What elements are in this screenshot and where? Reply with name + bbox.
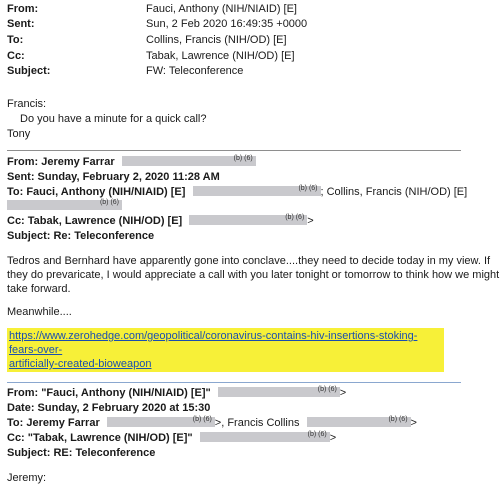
divider bbox=[7, 150, 461, 151]
message2-paragraph-line3: take forward. bbox=[7, 283, 71, 295]
message2-from bbox=[7, 156, 256, 168]
header-cc-label: Cc: bbox=[7, 50, 25, 62]
redaction-box: (b) (6) bbox=[193, 186, 321, 196]
message2-to-text: To: Fauci, Anthony (NIH/NIAID) [E] bbox=[7, 186, 186, 198]
message2-meanwhile: Meanwhile.... bbox=[7, 306, 72, 318]
message3-cc: Cc: "Tabak, Lawrence (NIH/OD) [E]" (b) (6) > bbox=[7, 431, 337, 444]
message2-subject: Subject: Re: Teleconference bbox=[7, 230, 155, 242]
message2-to-cont bbox=[7, 200, 122, 212]
message3-subject: Subject: RE: Teleconference bbox=[7, 447, 156, 459]
message3-from: From: "Fauci, Anthony (NIH/NIAID) [E]" (b) (6) > bbox=[7, 386, 347, 399]
header-sent-value: Sun, 2 Feb 2020 16:49:35 +0000 bbox=[146, 18, 308, 30]
message3-cc-text: Cc: "Tabak, Lawrence (NIH/OD) [E]" bbox=[7, 432, 193, 444]
divider bbox=[7, 382, 461, 383]
message2-to bbox=[7, 186, 467, 198]
redaction-box: (b) (6) bbox=[218, 387, 340, 397]
header-from-value: Fauci, Anthony (NIH/NIAID) [E] bbox=[146, 3, 297, 15]
header-from-label: From: bbox=[7, 3, 39, 15]
message2-from-text: From: Jeremy Farrar bbox=[7, 156, 115, 168]
message2-sent: Sent: Sunday, February 2, 2020 11:28 AM bbox=[7, 171, 220, 183]
article-link-line2[interactable]: artificially-created-bioweapon bbox=[9, 358, 152, 370]
message3-greeting: Jeremy: bbox=[7, 472, 47, 484]
header-to-value: Collins, Francis (NIH/OD) [E] bbox=[146, 34, 287, 46]
redaction-box: (b) (6) bbox=[200, 432, 330, 442]
message2-paragraph-line1: Tedros and Bernhard have apparently gone into conclave....they need to decide today in my view. If bbox=[7, 255, 491, 267]
redaction-box: (b) (6) bbox=[122, 156, 256, 166]
message3-to: To: Jeremy Farrar (b) (6) >, Francis Collins (b) (6) > bbox=[7, 416, 417, 429]
header-cc-value: Tabak, Lawrence (NIH/OD) [E] bbox=[146, 50, 295, 62]
message2-paragraph-line2: they do prevaricate, I would appreciate a call with you later tonight or tomorrow to think how we might bbox=[7, 269, 500, 281]
header-subject-label: Subject: bbox=[7, 65, 51, 77]
redaction-box: (b) (6) bbox=[7, 200, 122, 210]
message1-greeting: Francis: bbox=[7, 98, 47, 110]
header-to-label: To: bbox=[7, 34, 24, 46]
redaction-box: (b) (6) bbox=[107, 417, 215, 427]
message2-to-extra: ; Collins, Francis (NIH/OD) [E] bbox=[320, 186, 468, 198]
article-link-line1[interactable]: https://www.zerohedge.com/geopolitical/coronavirus-contains-hiv-insertions-stoking-fears-over- bbox=[9, 330, 418, 356]
message1-signoff: Tony bbox=[7, 128, 31, 140]
redaction-box: (b) (6) bbox=[189, 215, 307, 225]
redaction-box: (b) (6) bbox=[307, 417, 411, 427]
message3-from-text: From: "Fauci, Anthony (NIH/NIAID) [E]" bbox=[7, 387, 211, 399]
message2-cc bbox=[7, 215, 314, 227]
header-subject-value: FW: Teleconference bbox=[146, 65, 244, 77]
message3-to-mid: >, Francis Collins bbox=[214, 417, 300, 429]
message3-to-text: To: Jeremy Farrar bbox=[7, 417, 100, 429]
message2-cc-text: Cc: Tabak, Lawrence (NIH/OD) [E] bbox=[7, 215, 183, 227]
message3-date: Date: Sunday, 2 February 2020 at 15:30 bbox=[7, 402, 211, 414]
header-sent-label: Sent: bbox=[7, 18, 35, 30]
message2-cc-end: > bbox=[307, 215, 314, 227]
article-link[interactable] bbox=[7, 328, 444, 372]
message1-body: Do you have a minute for a quick call? bbox=[20, 113, 207, 125]
